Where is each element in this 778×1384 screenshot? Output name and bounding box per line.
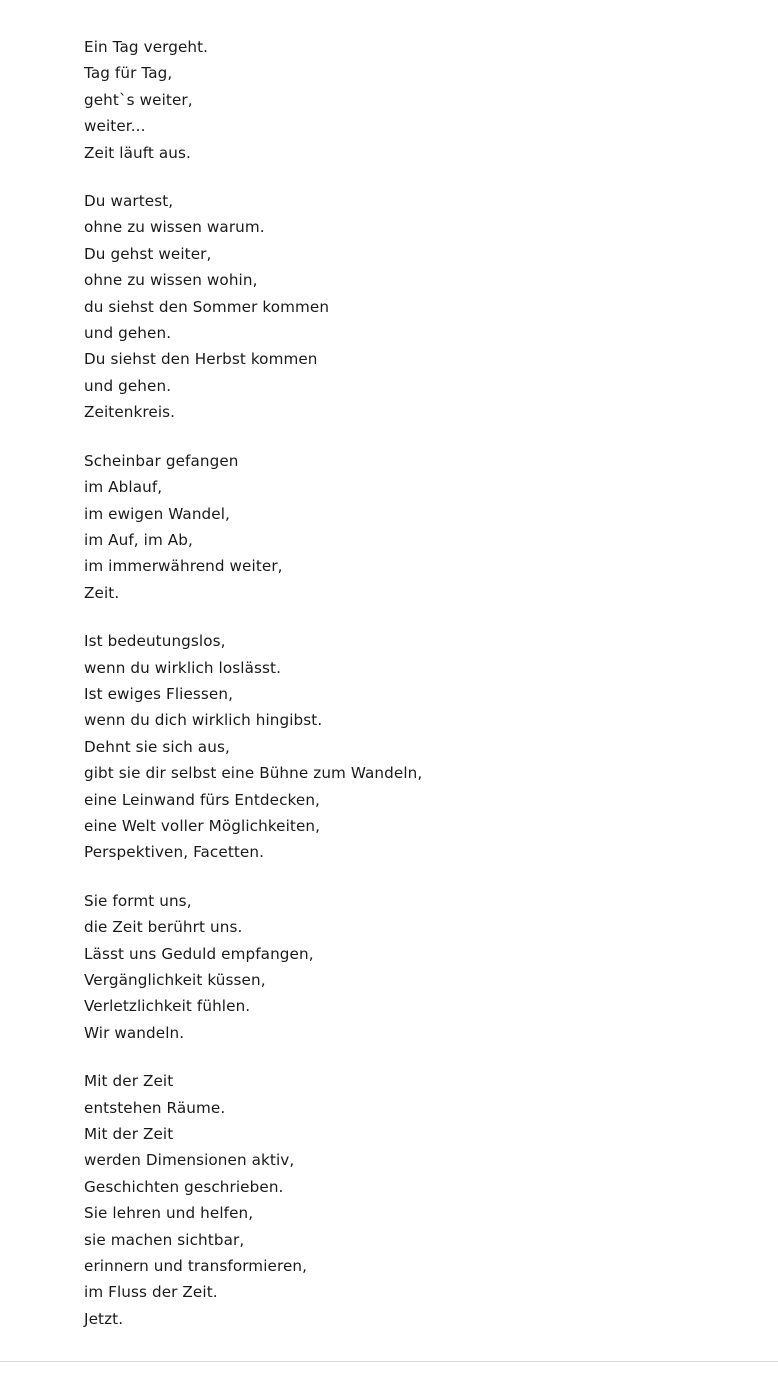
- stanza-1: [84, 34, 724, 166]
- poem-line: erinnern und transformieren,: [84, 1257, 308, 1276]
- poem-line: sie machen sichtbar,: [84, 1230, 245, 1249]
- stanza-2: [84, 188, 724, 426]
- poem-line: im ewigen Wandel,: [84, 504, 230, 523]
- poem-line: Geschichten geschrieben.: [84, 1177, 284, 1196]
- poem-body: [84, 34, 724, 1332]
- poem-line: die Zeit berührt uns.: [84, 918, 243, 937]
- stanza-5: [84, 888, 724, 1046]
- stanza-4: [84, 628, 724, 866]
- page-divider: [0, 1361, 778, 1362]
- poem-line: Dehnt sie sich aus,: [84, 737, 230, 756]
- poem-line: weiter...: [84, 117, 146, 136]
- poem-line: Tag für Tag,: [84, 64, 173, 83]
- poem-line: Vergänglichkeit küssen,: [84, 971, 266, 989]
- poem-line: gibt sie dir selbst eine Bühne zum Wandeln,: [84, 764, 423, 783]
- poem-line: wenn du wirklich loslässt.: [84, 658, 282, 677]
- poem-line: Zeit läuft aus.: [84, 143, 191, 162]
- poem-line: Perspektiven, Facetten.: [84, 843, 265, 862]
- poem-line: Sie formt uns,: [84, 891, 192, 910]
- poem-line: Du siehst den Herbst kommen: [84, 350, 318, 369]
- poem-line: eine Welt voller Möglichkeiten,: [84, 816, 321, 835]
- stanza-3: [84, 448, 724, 606]
- poem-line: Zeit.: [84, 583, 120, 602]
- poem-line: Zeitenkreis.: [84, 403, 176, 422]
- poem-line: Du gehst weiter,: [84, 244, 212, 263]
- poem-line: Sie lehren und helfen,: [84, 1204, 254, 1223]
- poem-line: und gehen.: [84, 376, 172, 395]
- poem-line: ohne zu wissen warum.: [84, 218, 265, 237]
- poem-line: Wir wandeln.: [84, 1023, 185, 1042]
- poem-line: Mit der Zeit: [84, 1072, 174, 1091]
- poem-line: Jetzt.: [84, 1309, 124, 1328]
- poem-line: Ist ewiges Fliessen,: [84, 684, 234, 703]
- poem-line: Ist bedeutungslos,: [84, 632, 226, 651]
- poem-line: eine Leinwand fürs Entdecken,: [84, 790, 320, 809]
- poem-line: im Auf, im Ab,: [84, 530, 193, 549]
- poem-line: und gehen.: [84, 324, 172, 343]
- poem-line: ohne zu wissen wohin,: [84, 271, 258, 290]
- poem-line: Mit der Zeit: [84, 1125, 174, 1144]
- poem-line: Du wartest,: [84, 192, 174, 211]
- poem-line: Scheinbar gefangen: [84, 451, 239, 470]
- poem-line: werden Dimensionen aktiv,: [84, 1151, 295, 1170]
- stanza-6: [84, 1068, 724, 1332]
- poem-line: im Fluss der Zeit.: [84, 1283, 218, 1302]
- poem-line: Verletzlichkeit fühlen.: [84, 997, 251, 1016]
- poem-line: wenn du dich wirklich hingibst.: [84, 711, 323, 730]
- poem-line: im Ablauf,: [84, 478, 163, 497]
- poem-line: Lässt uns Geduld empfangen,: [84, 944, 314, 963]
- poem-line: geht`s weiter,: [84, 90, 193, 109]
- poem-line: Ein Tag vergeht.: [84, 38, 209, 56]
- poem-line: im immerwährend weiter,: [84, 557, 283, 576]
- poem-line: du siehst den Sommer kommen: [84, 297, 330, 316]
- poem-line: entstehen Räume.: [84, 1098, 226, 1117]
